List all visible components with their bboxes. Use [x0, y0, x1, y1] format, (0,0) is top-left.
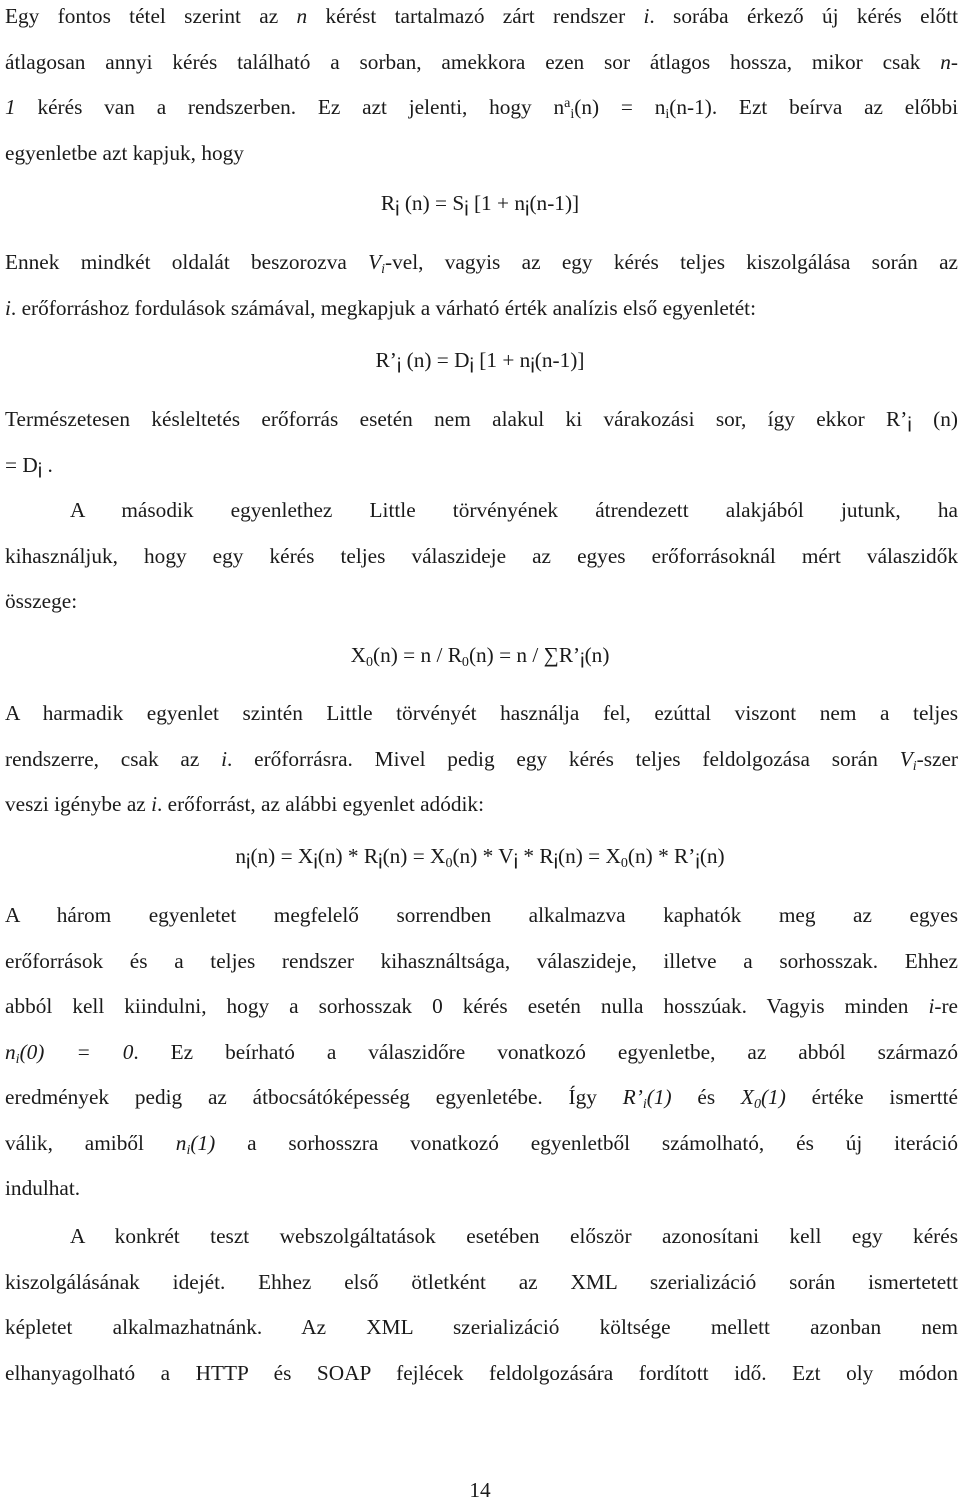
text-run: . sorába érkező új kérés előtt: [649, 4, 958, 28]
subscript: i: [513, 851, 519, 874]
subscript: i: [396, 355, 402, 378]
text-line: [5, 1030, 958, 1076]
subscript: 0: [445, 854, 453, 871]
text-run: (n) = X: [558, 844, 621, 868]
subscript: i: [464, 198, 469, 221]
text-run: kérést tartalmazó zárt rendszer: [307, 4, 644, 28]
math-var: X: [740, 1085, 754, 1109]
math-var: i: [151, 792, 157, 816]
paragraph-1: [5, 0, 958, 176]
math-var: i: [5, 295, 11, 320]
subscript: i: [525, 198, 530, 221]
text-run: Ennek mindkét oldalát beszorozva: [5, 250, 369, 274]
text-line: [5, 1214, 958, 1260]
text-run: (n-1)]: [534, 348, 585, 372]
subscript: i: [378, 851, 383, 874]
math-var: V: [368, 250, 382, 274]
text-run: átlagosan annyi kérés található a sorban, amekkora ezen sor átlagos hossza, mikor csak: [5, 49, 941, 74]
subscript: i: [907, 414, 912, 437]
text-line: [5, 691, 958, 737]
text-line: [5, 131, 958, 177]
subscript: 0: [461, 653, 469, 670]
text-run: (n) * R’: [627, 844, 696, 868]
subscript: i: [553, 851, 559, 874]
subscript: i: [395, 198, 400, 221]
text-run: .: [42, 452, 53, 477]
text-run: . erőforráshoz fordulások számával, megkapjuk a várható érték analízis első egyenletét:: [10, 295, 757, 320]
text-run: -szer: [916, 746, 958, 771]
subscript: i: [15, 1050, 20, 1067]
equation-3: [0, 633, 960, 678]
text-run: . Ez beírható a válaszidőre vonatkozó egyenletbe, az abból származó: [133, 1039, 958, 1064]
subscript: i: [665, 105, 670, 122]
subscript: i: [570, 105, 575, 122]
subscript: i: [912, 757, 917, 774]
paragraph-7: [5, 1214, 958, 1396]
text-run: összege:: [5, 589, 78, 613]
math-var: V: [899, 746, 913, 771]
text-run: [1 + n: [468, 191, 526, 215]
text-run: képletet alkalmazhatnánk. Az XML szerializáció költsége mellett azonban nem: [5, 1315, 958, 1339]
text-run: Természetesen késleltetés erőforrás esetén nem alakul ki várakozási sor, így ekkor R’: [5, 407, 908, 431]
text-run: (n) = D: [401, 348, 470, 372]
math-var: i: [928, 994, 935, 1018]
subscript: i: [313, 851, 318, 874]
paragraph-4: [5, 488, 958, 625]
text-run: . erőforrásra. Mivel pedig egy kérés teljes feldolgozása során: [227, 746, 900, 771]
math-var: (1): [646, 1085, 672, 1109]
math-var: i: [643, 4, 650, 28]
text-line: [5, 240, 958, 286]
page-number: 14: [469, 1478, 491, 1502]
math-var: n: [175, 1130, 187, 1155]
text-run: (n): [584, 643, 610, 667]
superscript: a: [564, 94, 571, 111]
text-run: (n-1)]: [529, 191, 580, 215]
text-run: R’: [375, 348, 397, 372]
text-run: veszi igénybe az: [5, 792, 152, 816]
text-line: [5, 1351, 958, 1397]
text-run: (n) = n: [574, 95, 666, 119]
subscript: i: [37, 460, 43, 483]
text-line: [5, 534, 958, 580]
text-line: [5, 737, 958, 783]
text-run: (n) * V: [452, 844, 514, 868]
math-var: n: [296, 4, 308, 28]
text-line: [5, 1305, 958, 1351]
text-run: . erőforrást, az alábbi egyenlet adódik:: [156, 792, 484, 816]
text-run: (n) = X: [250, 844, 314, 868]
text-line: [5, 286, 958, 332]
text-run: A második egyenlethez Little törvényének átrendezett alakjából jutunk, ha: [70, 498, 958, 522]
paragraph-3: [5, 397, 958, 488]
subscript: 0: [365, 653, 373, 670]
text-run: és: [671, 1085, 741, 1109]
text-run: rendszerre, csak az: [5, 746, 222, 771]
text-run: kiszolgálásának idejét. Ehhez első ötletként az XML szerializáció során ismertetett: [5, 1269, 958, 1294]
paragraph-2: [5, 240, 958, 331]
text-run: X: [350, 643, 366, 667]
subscript: 0: [753, 1095, 761, 1112]
text-run: kihasználjuk, hogy egy kérés teljes válaszideje az egyes erőforrásoknál mért válaszidők: [5, 543, 958, 568]
text-run: A harmadik egyenlet szintén Little törvényét használja fel, ezúttal viszont nem a teljes: [5, 701, 958, 725]
text-run: erőforrások és a teljes rendszer kihasználtsága, válaszideje, illetve a sorhosszak. Ehhez: [5, 948, 958, 973]
math-var: n-: [940, 49, 958, 74]
subscript: i: [469, 355, 474, 378]
text-run: = D: [5, 452, 38, 477]
subscript: i: [695, 851, 700, 874]
math-var: R’: [622, 1085, 643, 1109]
text-line: [5, 1260, 958, 1306]
text-line: [5, 579, 958, 625]
text-run: kérés van a rendszerben. Ez azt jelenti, hogy n: [15, 95, 565, 119]
text-line: [5, 443, 958, 489]
equation-1: [0, 181, 960, 226]
text-run: A konkrét teszt webszolgáltatások esetében először azonosítani kell egy kérés: [70, 1224, 958, 1248]
text-run: elhanyagolható a HTTP és SOAP fejlécek feldolgozására fordított idő. Ezt oly módon: [5, 1360, 958, 1385]
text-run: n: [235, 844, 246, 868]
text-run: válik, amiből: [5, 1130, 176, 1155]
subscript: i: [642, 1095, 647, 1112]
text-line: [5, 40, 958, 86]
text-run: (n) = n /: [468, 643, 544, 667]
text-run: -re: [934, 994, 958, 1018]
text-line: [5, 1075, 958, 1121]
equation-2: [0, 338, 960, 383]
text-line: [5, 984, 958, 1030]
text-run: eredmények pedig az átbocsátóképesség egyenletébe. Így: [5, 1085, 623, 1109]
text-run: értéke ismertté: [785, 1085, 959, 1109]
text-run: (n-1). Ezt beírva az előbbi: [669, 95, 959, 119]
text-run: (n) = S: [399, 191, 465, 215]
text-run: (n) = n / R: [372, 643, 462, 667]
text-run: (n): [699, 844, 725, 868]
equation-4: [0, 834, 960, 879]
subscript: i: [530, 355, 535, 378]
text-line: [5, 85, 958, 131]
text-run: [1 + n: [473, 348, 531, 372]
text-run: indulhat.: [5, 1176, 81, 1200]
text-line: [5, 939, 958, 985]
subscript: i: [580, 650, 585, 673]
math-var: n: [5, 1039, 16, 1064]
text-run: (n) = X: [382, 844, 446, 868]
text-line: [5, 782, 958, 828]
text-line: [5, 0, 958, 40]
text-run: A három egyenletet megfelelő sorrendben alkalmazva kaphatók meg az egyes: [5, 903, 958, 927]
text-line: [5, 397, 958, 443]
text-line: [5, 1166, 958, 1212]
subscript: i: [186, 1141, 191, 1158]
text-run: Egy fontos tétel szerint az: [5, 4, 297, 28]
text-line: [5, 893, 958, 939]
text-run: -vel, vagyis az egy kérés teljes kiszolgálása során az: [385, 250, 958, 274]
text-run: R’: [558, 643, 581, 667]
math-var: i: [221, 746, 228, 771]
text-run: abból kell kiindulni, hogy a sorhosszak 0 kérés esetén nulla hosszúak. Vagyis minden: [5, 994, 929, 1018]
subscript: i: [381, 260, 386, 277]
subscript: i: [245, 851, 251, 874]
text-run: (n) * R: [317, 844, 379, 868]
math-var: (1): [190, 1130, 216, 1155]
text-run: (n): [911, 407, 958, 431]
paragraph-6: [5, 893, 958, 1212]
text-run: * R: [518, 844, 554, 868]
text-line: [5, 488, 958, 534]
text-line: [5, 1121, 958, 1167]
text-run: egyenletbe azt kapjuk, hogy: [5, 140, 244, 165]
paragraph-5: [5, 691, 958, 828]
math-var: (0) = 0: [19, 1039, 134, 1064]
sum-symbol: ∑: [543, 643, 559, 667]
subscript: 0: [620, 854, 628, 871]
text-run: R: [380, 191, 396, 215]
text-run: a sorhosszra vonatkozó egyenletből számolható, és új iteráció: [215, 1130, 958, 1155]
math-var: 1: [5, 95, 16, 119]
math-var: (1): [760, 1085, 786, 1109]
